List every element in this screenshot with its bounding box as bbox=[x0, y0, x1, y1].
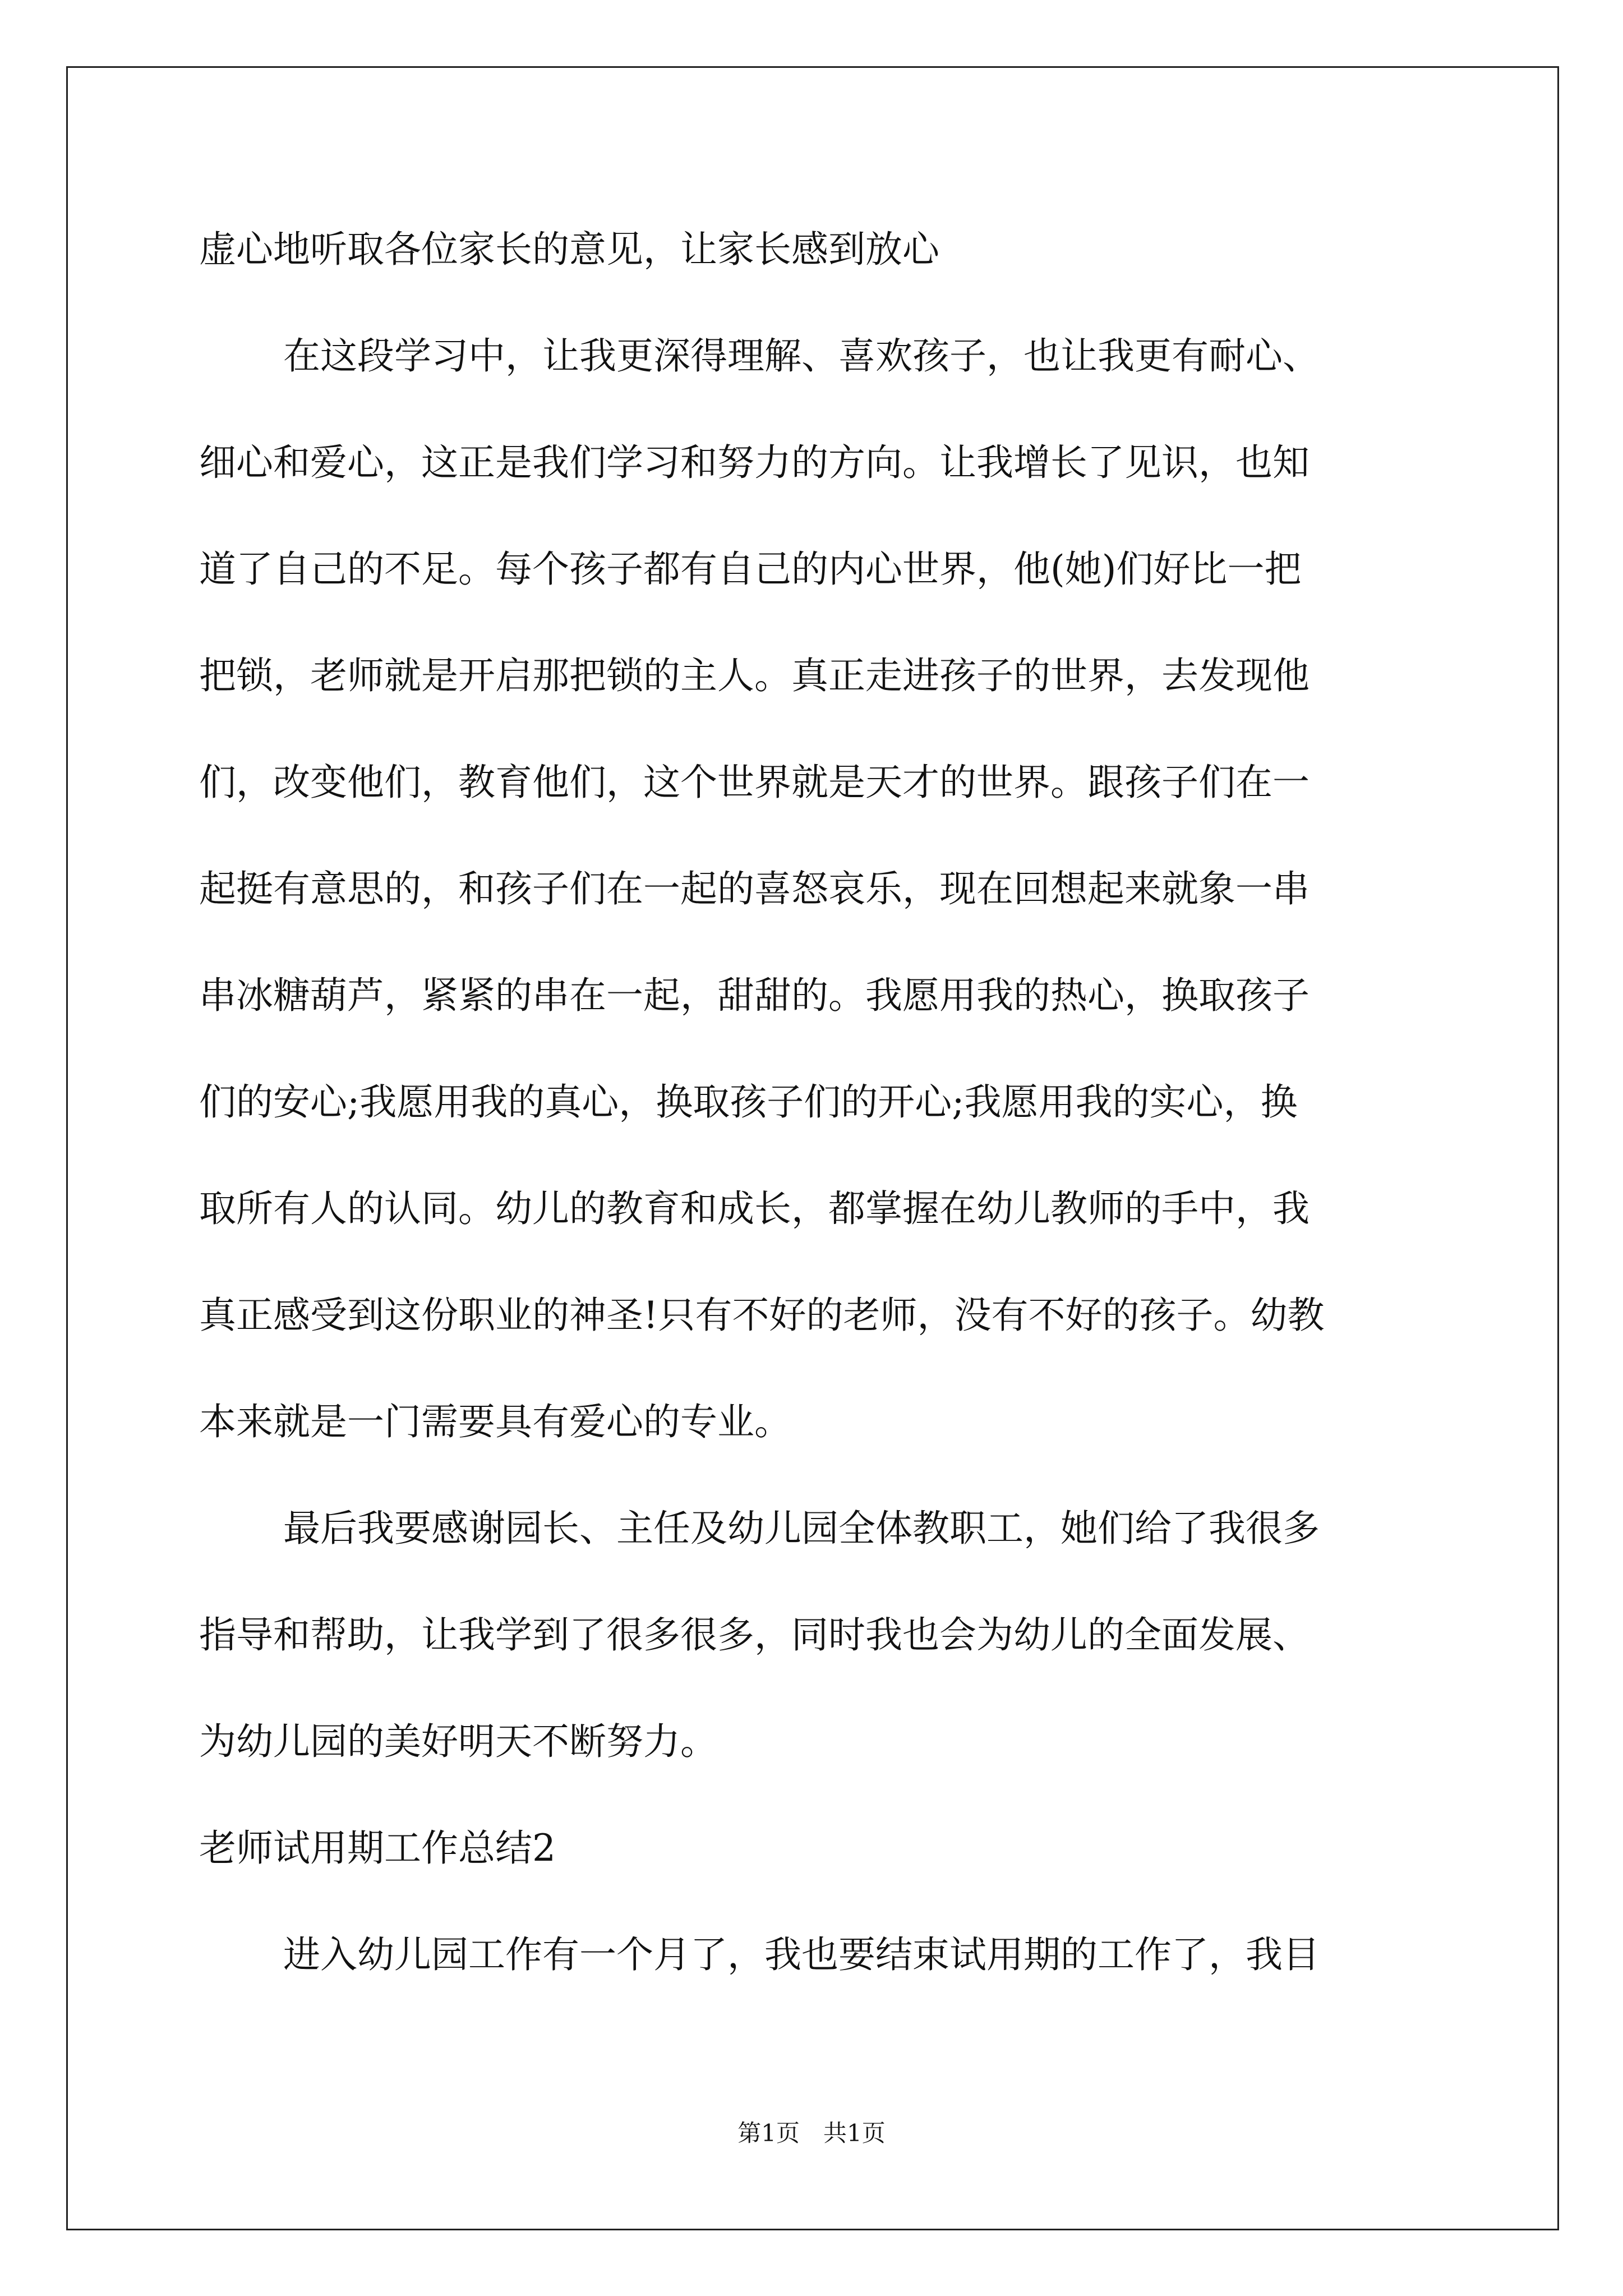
text-line: 为幼儿园的美好明天不断努力。 bbox=[199, 1720, 717, 1763]
paragraph-start-line: 最后我要感谢园长、主任及幼儿园全体教职工，她们给了我很多 bbox=[283, 1507, 1320, 1550]
text-line: 取所有人的认同。幼儿的教育和成长，都掌握在幼儿教师的手中，我 bbox=[199, 1187, 1310, 1230]
page-footer: 第1页 共1页 bbox=[737, 2119, 886, 2147]
text-line: 本来就是一门需要具有爱心的专业。 bbox=[199, 1400, 791, 1443]
text-line: 们，改变他们，教育他们，这个世界就是天才的世界。跟孩子们在一 bbox=[199, 761, 1310, 804]
text-line: 起挺有意思的，和孩子们在一起的喜怒哀乐，现在回想起来就象一串 bbox=[199, 867, 1310, 910]
text-line: 细心和爱心，这正是我们学习和努力的方向。让我增长了见识，也知 bbox=[199, 441, 1310, 484]
section-heading: 老师试用期工作总结2 bbox=[199, 1826, 556, 1870]
page-border bbox=[66, 66, 1559, 2230]
text-line: 把锁，老师就是开启那把锁的主人。真正走进孩子的世界，去发现他 bbox=[199, 654, 1310, 697]
text-line: 道了自己的不足。每个孩子都有自己的内心世界，他(她)们好比一把 bbox=[199, 547, 1302, 591]
paragraph-start-line: 进入幼儿园工作有一个月了，我也要结束试用期的工作了，我目 bbox=[283, 1933, 1320, 1976]
text-line: 们的安心;我愿用我的真心，换取孩子们的开心;我愿用我的实心，换 bbox=[199, 1080, 1298, 1124]
text-line: 真正感受到这份职业的神圣!只有不好的老师，没有不好的孩子。幼教 bbox=[199, 1294, 1325, 1337]
text-line: 指导和帮助，让我学到了很多很多，同时我也会为幼儿的全面发展、 bbox=[199, 1613, 1310, 1657]
text-line: 串冰糖葫芦，紧紧的串在一起，甜甜的。我愿用我的热心，换取孩子 bbox=[199, 974, 1310, 1017]
text-line: 虚心地听取各位家长的意见，让家长感到放心 bbox=[199, 228, 939, 271]
paragraph-start-line: 在这段学习中，让我更深得理解、喜欢孩子，也让我更有耐心、 bbox=[283, 334, 1320, 378]
